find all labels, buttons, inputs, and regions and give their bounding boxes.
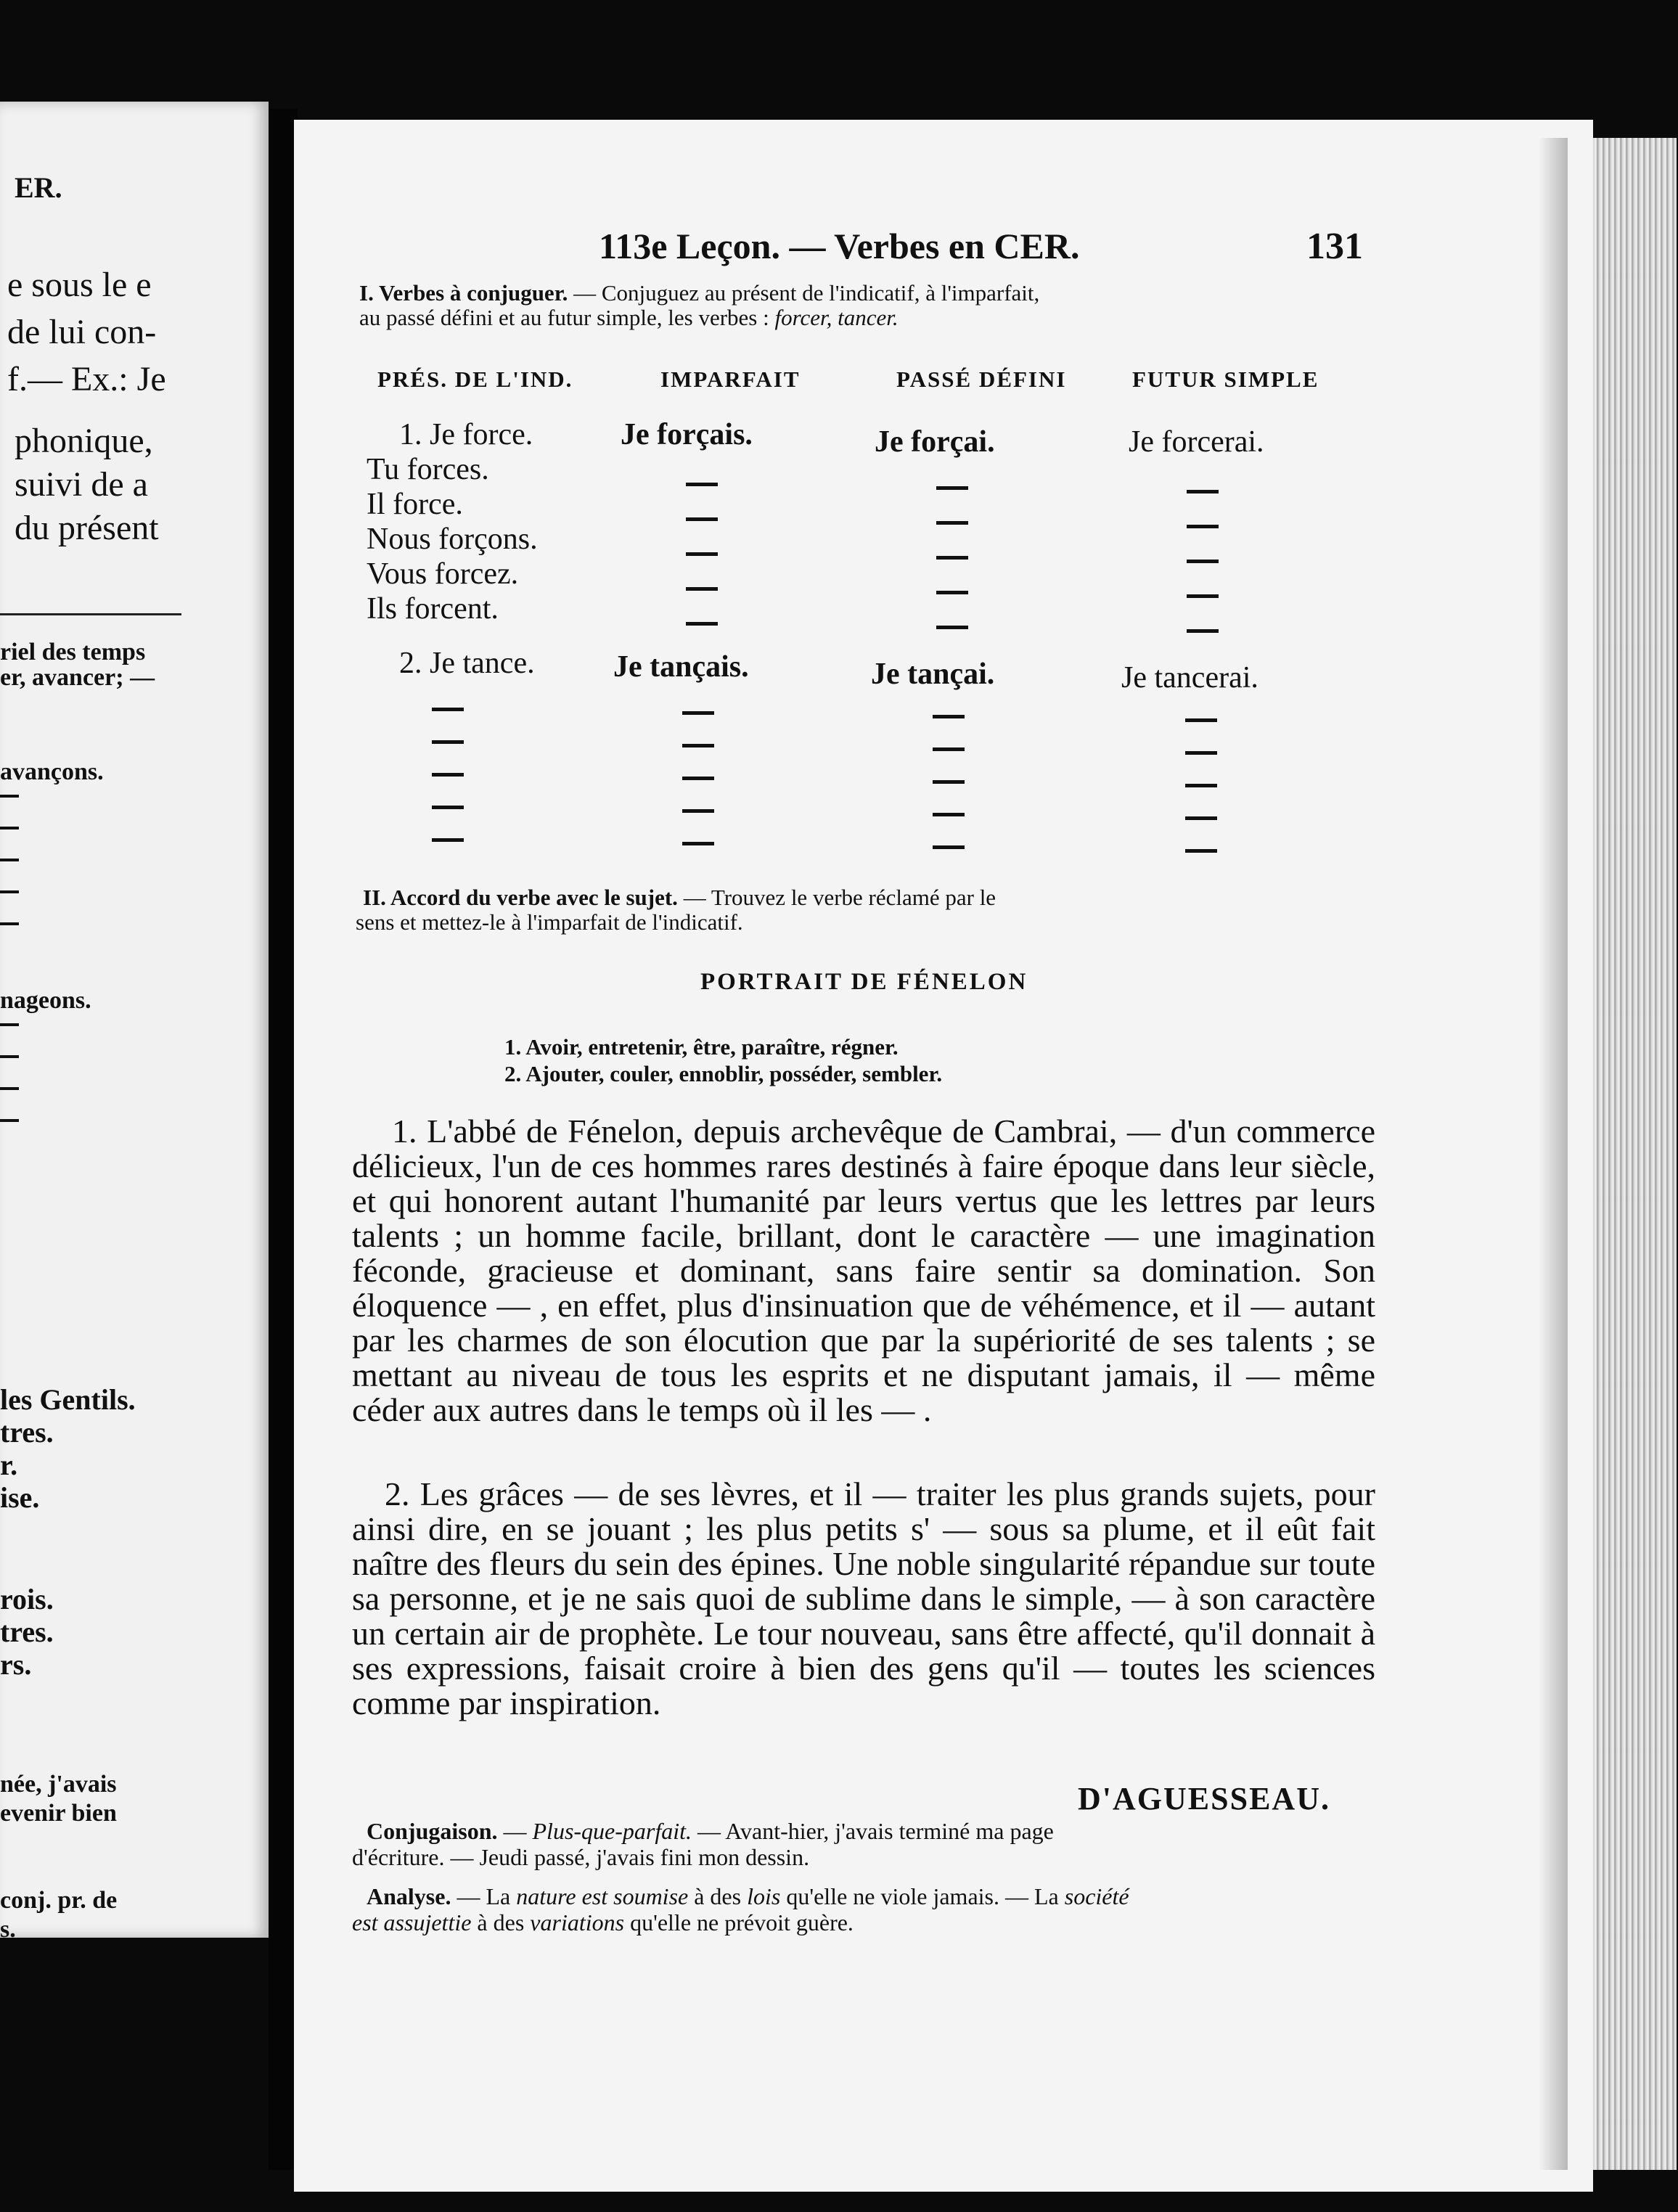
left-page-line: de lui con- [7, 313, 157, 351]
conj-force-4: Nous forçons. [367, 523, 538, 556]
left-page-line: riel des temps [0, 639, 146, 665]
blank-dash [1185, 849, 1217, 853]
left-page-line: avançons. [0, 758, 104, 785]
blank-dash [0, 795, 19, 798]
left-page-dashes [0, 795, 19, 954]
left-page-dashes [0, 1023, 19, 1151]
page-number: 131 [1306, 226, 1363, 267]
left-page-line: er, avancer; — [0, 664, 155, 691]
blank-dash [933, 813, 965, 816]
analyse-italic: variations [530, 1909, 625, 1936]
blank-dash [936, 626, 968, 629]
left-page-rule [0, 613, 181, 615]
left-page-line: du présent [15, 509, 159, 547]
attribution: D'AGUESSEAU. [1078, 1781, 1330, 1816]
blank-dash [682, 809, 714, 813]
blank-dash [933, 780, 965, 784]
blank-dash [686, 622, 718, 626]
analyse-text: La [486, 1883, 517, 1909]
blank-dash [0, 1087, 19, 1090]
blank-dash [1187, 594, 1219, 598]
exercise1-title: I. Verbes à conjuguer. [359, 280, 568, 306]
left-page-line: phonique, [15, 422, 153, 460]
left-page-line: s. [0, 1916, 16, 1938]
conj-tance-imparfait: Je tançais. [613, 650, 749, 684]
page-edge-shadow [1539, 138, 1568, 2170]
conj-force-2: Tu forces. [367, 453, 489, 486]
analyse-italic: nature est soumise [516, 1883, 689, 1909]
conj-force-1: 1. Je force. [399, 418, 533, 451]
blank-dash [682, 744, 714, 747]
conj-force-3: Il force. [367, 488, 463, 521]
conj-tance-passe: Je tançai. [871, 658, 995, 691]
conjugaison-text-2: d'écriture. — Jeudi passé, j'avais fini mon dessin. [352, 1844, 810, 1870]
verb-list-2: 2. Ajouter, couler, ennoblir, posséder, sembler. [504, 1061, 943, 1086]
analyse-italic: société [1064, 1883, 1129, 1909]
blank-dash [686, 587, 718, 591]
blank-dash [686, 483, 718, 486]
blank-dash [1187, 560, 1219, 563]
conj-force-imparfait: Je forçais. [621, 418, 753, 451]
blank-dash [936, 556, 968, 560]
blank-dash [933, 715, 965, 718]
blank-dash [432, 773, 464, 777]
conj-force-passe: Je forçai. [875, 425, 995, 459]
blank-dash [0, 1023, 19, 1026]
left-page-line: rs. [0, 1648, 32, 1681]
blank-dash [686, 517, 718, 521]
blank-dash [0, 1119, 19, 1122]
left-page-line: nageons. [0, 987, 91, 1014]
conj-force-6: Ils forcent. [367, 592, 499, 626]
exercise2-heading [363, 885, 996, 910]
blank-dash [682, 711, 714, 715]
conjugaison-tense: Plus-que-parfait. [532, 1818, 692, 1844]
conjugaison-text-1: — Avant-hier, j'avais terminé ma page [692, 1818, 1054, 1844]
paragraph-2: 2. Les grâces — de ses lèvres, et il — traiter les plus grands sujets, pour ainsi dire, en se jouant ; les plus petits s' — sous sa plume, et il eût fait naître des fleurs du sein des épines. Une noble singularité répandue sur toute sa personne, et je ne sais quoi de sublime dans le simple, — à son caractère un certain air de prophète. Le tour nouveau, sans être affecté, qu'il donnait à ses expressions, faisait croire à bien des gens qu'il — toutes les sciences comme par inspiration. [352, 1475, 1375, 1721]
blank-dash [0, 922, 19, 925]
exercise2-instruction-2: sens et mettez-le à l'imparfait de l'indicatif. [356, 909, 743, 935]
blank-dash [682, 777, 714, 780]
blank-dash [1187, 490, 1219, 493]
blank-dash [1185, 751, 1217, 755]
analyse-note: Analyse. — La nature est soumise à des lois qu'elle ne viole jamais. — La société est assujettie à des variations qu'elle ne prévoit guère. [352, 1883, 1129, 1936]
exercise2-title: II. Accord du verbe avec le sujet. [363, 885, 678, 910]
blank-dash [0, 827, 19, 830]
left-page-line: r. [0, 1449, 18, 1481]
left-page-line: e sous le e [7, 266, 152, 304]
analyse-italic: lois [747, 1883, 781, 1909]
verb-list-1: 1. Avoir, entretenir, être, paraître, régner. [504, 1034, 899, 1060]
blank-dash [1185, 718, 1217, 722]
analyse-label: Analyse. [367, 1883, 451, 1909]
column-present: PRÉS. DE L'IND. [377, 366, 573, 392]
blank-dash [1187, 525, 1219, 528]
blank-dash [936, 521, 968, 525]
blank-dash [432, 838, 464, 842]
blank-dash [432, 740, 464, 744]
left-page-line: ER. [15, 171, 62, 204]
blank-dash [936, 486, 968, 490]
analyse-text: à des [688, 1883, 748, 1909]
exercise1-heading-line2 [359, 306, 899, 330]
analyse-text: qu'elle ne prévoit guère. [624, 1909, 854, 1936]
section-title: PORTRAIT DE FÉNELON [700, 969, 1028, 995]
exercise2-heading-line2 [356, 910, 743, 935]
book-gutter [269, 109, 298, 2170]
blank-dash [432, 806, 464, 809]
blank-dash [936, 591, 968, 594]
conj-force-futur: Je forcerai. [1129, 425, 1264, 459]
column-futur-simple: FUTUR SIMPLE [1132, 366, 1319, 392]
blank-dash [682, 842, 714, 845]
left-page-line: evenir bien [0, 1800, 117, 1827]
blank-dash [0, 890, 19, 893]
conj-force-5: Vous forcez. [367, 557, 519, 591]
column-passe-defini: PASSÉ DÉFINI [896, 366, 1067, 392]
analyse-text: à des [471, 1909, 531, 1936]
exercise2-instruction: — Trouvez le verbe réclamé par le [677, 885, 996, 910]
conj-tance-futur: Je tancerai. [1121, 661, 1258, 695]
blank-dash [1185, 784, 1217, 787]
left-page-line: ise. [0, 1481, 40, 1514]
exercise1-instruction-2: au passé défini et au futur simple, les verbes : [359, 305, 775, 330]
right-page [294, 120, 1593, 2192]
blank-dash [933, 845, 965, 849]
blank-dash [686, 552, 718, 556]
left-page-line: rois. [0, 1583, 54, 1615]
blank-dash [1187, 629, 1219, 633]
conj-tance-1: 2. Je tance. [399, 647, 535, 680]
left-page-line: née, j'avais [0, 1771, 117, 1798]
left-page-line: conj. pr. de [0, 1887, 118, 1914]
analyse-text: qu'elle ne viole jamais. — La [780, 1883, 1065, 1909]
page-header: 113e Leçon. — Verbes en CER. [599, 226, 1080, 266]
left-page-line: f.— Ex.: Je [7, 360, 166, 398]
analyse-italic: est assujettie [352, 1909, 472, 1936]
blank-dash [933, 747, 965, 751]
left-page-line: les Gentils. [0, 1383, 136, 1416]
exercise1-verbs: forcer, tancer. [774, 305, 899, 330]
blank-dash [1185, 816, 1217, 820]
left-facing-page [0, 102, 269, 1938]
conjugaison-label: Conjugaison. [367, 1818, 498, 1844]
paragraph-1: 1. L'abbé de Fénelon, depuis archevêque de Cambrai, — d'un commerce délicieux, l'un de ces hommes rares destinés à faire époque dans leur siècle, et qui honorent autant l'humanité par leurs vertus que les lettres par leurs talents ; un homme facile, brillant, dont le caractère — une imagination féconde, gracieuse et dominant, sans faire sentir sa domination. Son éloquence — , en effet, plus d'insinuation que de véhémence, et il — autant par les charmes de son élocution que par la supériorité de ses talents ; se mettant au niveau de tous les esprits et ne disputant jamais, il — même céder aux autres dans le temps où il les — . [352, 1113, 1375, 1428]
conjugaison-note: Conjugaison. — Plus-que-parfait. — Avant-hier, j'avais terminé ma page d'écriture. — Jeudi passé, j'avais fini mon dessin. [352, 1818, 1054, 1870]
blank-dash [432, 708, 464, 711]
left-page-line: tres. [0, 1416, 54, 1449]
left-page-line: suivi de a [15, 465, 148, 504]
left-page-line: tres. [0, 1615, 54, 1648]
exercise1-instruction: — Conjuguez au présent de l'indicatif, à l'imparfait, [568, 280, 1040, 306]
column-imparfait: IMPARFAIT [660, 366, 801, 392]
blank-dash [0, 859, 19, 861]
exercise1-heading [359, 281, 1039, 306]
blank-dash [0, 1055, 19, 1058]
